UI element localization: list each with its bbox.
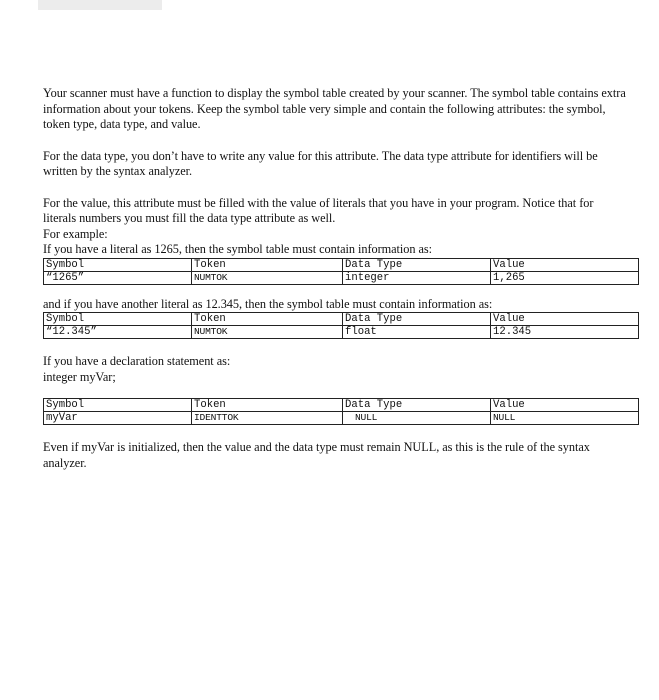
paragraph-declaration-code: integer myVar; — [43, 369, 116, 384]
table-row — [44, 271, 639, 284]
spacer — [43, 385, 629, 398]
symbol-table-identifier — [43, 398, 639, 425]
header-token: Token — [192, 258, 343, 271]
top-edge-bar — [38, 0, 162, 10]
symbol-table-integer — [43, 258, 639, 285]
document-body — [43, 86, 629, 471]
paragraph-value: For the value, this attribute must be filled with the value of literals that you have in your program. Notice that for literals numbers you must fill the data type attribute as well. — [43, 195, 594, 225]
header-data-type: Data Type — [343, 399, 491, 412]
paragraph-for-example: For example: — [43, 226, 108, 241]
cell-value: 1,265 — [491, 271, 639, 284]
header-data-type: Data Type — [343, 313, 491, 326]
cell-token: NUMTOK — [192, 271, 343, 284]
paragraph-literal-12345: and if you have another literal as 12.345, then the symbol table must contain information as: — [43, 296, 493, 311]
paragraph-literal-1265: If you have a literal as 1265, then the symbol table must contain information as: — [43, 242, 433, 256]
table-header-row — [44, 258, 639, 271]
paragraph-declaration: If you have a declaration statement as: — [43, 354, 231, 368]
header-symbol: Symbol — [44, 399, 192, 412]
table-row — [44, 412, 639, 425]
table-header-row — [44, 313, 639, 326]
header-symbol: Symbol — [44, 313, 192, 326]
paragraph-data-type: For the data type, you don’t have to write any value for this attribute. The data type attribute for identifiers will be written by the syntax analyzer. — [43, 148, 598, 178]
header-value: Value — [491, 258, 639, 271]
paragraph-closing-note: Even if myVar is initialized, then the value and the data type must remain NULL, as this is the rule of the syntax analyzer. — [43, 440, 590, 470]
header-token: Token — [192, 399, 343, 412]
cell-token: IDENTTOK — [192, 412, 343, 425]
cell-data-type: integer — [343, 271, 491, 284]
cell-symbol: “12.345” — [44, 326, 192, 339]
cell-data-type: NULL — [343, 412, 491, 425]
header-token: Token — [192, 313, 343, 326]
header-symbol: Symbol — [44, 258, 192, 271]
symbol-table-float — [43, 312, 639, 339]
table-row — [44, 326, 639, 339]
header-value: Value — [491, 313, 639, 326]
cell-symbol: “1265” — [44, 271, 192, 284]
paragraph-symbol-table-intro: Your scanner must have a function to display the symbol table created by your scanner. The symbol table contains extra information about your tokens. Keep the symbol table very simple and contain the following attributes: the symbol, token type, data type, and value. — [43, 86, 626, 131]
cell-value: 12.345 — [491, 326, 639, 339]
header-value: Value — [491, 399, 639, 412]
table-header-row — [44, 399, 639, 412]
cell-symbol: myVar — [44, 412, 192, 425]
cell-token: NUMTOK — [192, 326, 343, 339]
header-data-type: Data Type — [343, 258, 491, 271]
cell-data-type: float — [343, 326, 491, 339]
cell-value: NULL — [491, 412, 639, 425]
